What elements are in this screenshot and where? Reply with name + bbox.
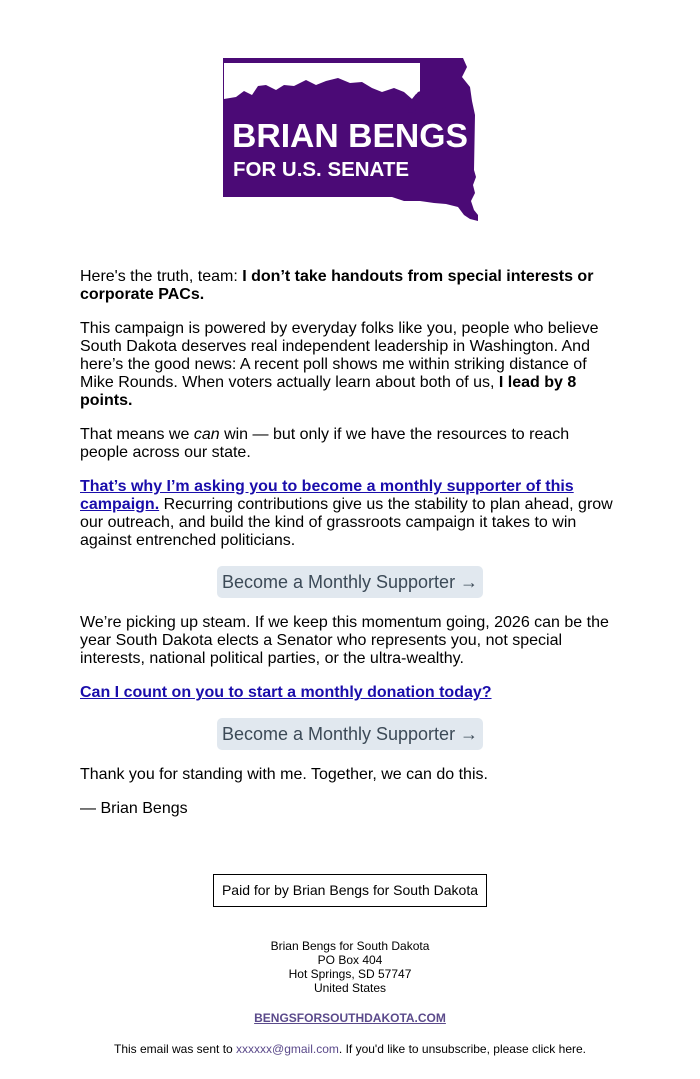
logo-name-line2: FOR U.S. SENATE	[233, 159, 409, 181]
email-body	[80, 268, 620, 834]
resources-text-a: That means we	[80, 426, 194, 443]
cta-wrap-2	[80, 718, 620, 750]
intro-paragraph	[80, 268, 620, 304]
website-link[interactable]: BENGSFORSOUTHDAKOTA.COM	[254, 1011, 446, 1025]
logo-name-line1: BRIAN BENGS	[232, 117, 468, 154]
poll-text: This campaign is powered by everyday folks like you, people who believe South Dakota deserves real independent leadership in Washington. And here’s the good news: A recent poll shows me within striking distance of Mike Rounds. When voters actually learn about both of us,	[80, 320, 599, 391]
signature: — Brian Bengs	[80, 800, 188, 817]
address-line-3: Hot Springs, SD 57747	[288, 967, 412, 981]
monthly-supporter-link[interactable]: That’s why I’m asking you to become a monthly supporter of this campaign.	[80, 478, 574, 513]
mailing-address	[0, 939, 700, 995]
address-line-2: PO Box 404	[317, 953, 383, 967]
intro-bold-text: I don’t take handouts from special interests or corporate PACs.	[80, 268, 594, 303]
monthly-supporter-button[interactable]: Become a Monthly Supporter →	[217, 566, 483, 598]
thank-you-paragraph: Thank you for standing with me. Together, we can do this.	[80, 766, 488, 783]
poll-paragraph	[80, 320, 620, 410]
monthly-ask-paragraph	[80, 478, 620, 550]
cta-wrap-1	[80, 566, 620, 598]
monthly-ask-text: Recurring contributions give us the stability to plan ahead, grow our outreach, and build the kind of grassroots campaign it takes to win against entrenched politicians.	[80, 496, 613, 549]
address-line-4: United States	[313, 981, 387, 995]
sent-prefix: This email was sent to	[113, 1042, 237, 1056]
poll-bold-text: I lead by 8 points.	[80, 374, 577, 409]
resources-paragraph	[80, 426, 620, 462]
website-row	[0, 1011, 700, 1025]
monthly-donation-link[interactable]: Can I count on you to start a monthly donation today?	[80, 684, 492, 701]
campaign-logo	[220, 55, 482, 223]
unsubscribe-text[interactable]: . If you'd like to unsubscribe, please click here.	[338, 1042, 586, 1056]
resources-emphasis: can	[193, 426, 220, 443]
intro-text: Here's the truth, team:	[80, 268, 243, 285]
address-line-1: Brian Bengs for South Dakota	[270, 939, 430, 953]
count-on-you-paragraph	[80, 684, 620, 702]
unsubscribe-row	[0, 1042, 700, 1056]
recipient-email: xxxxxx@gmail.com	[236, 1042, 339, 1056]
paid-for-disclaimer: Paid for by Brian Bengs for South Dakota	[213, 874, 487, 907]
south-dakota-logo-graphic	[220, 55, 482, 223]
monthly-supporter-button-2[interactable]: Become a Monthly Supporter →	[217, 718, 483, 750]
momentum-paragraph: We’re picking up steam. If we keep this momentum going, 2026 can be the year South Dakota elects a Senator who represents you, not special interests, national political parties, or the ultra-wealthy.	[80, 614, 609, 667]
resources-text-b: win — but only if we have the resources to reach people across our state.	[80, 426, 570, 461]
